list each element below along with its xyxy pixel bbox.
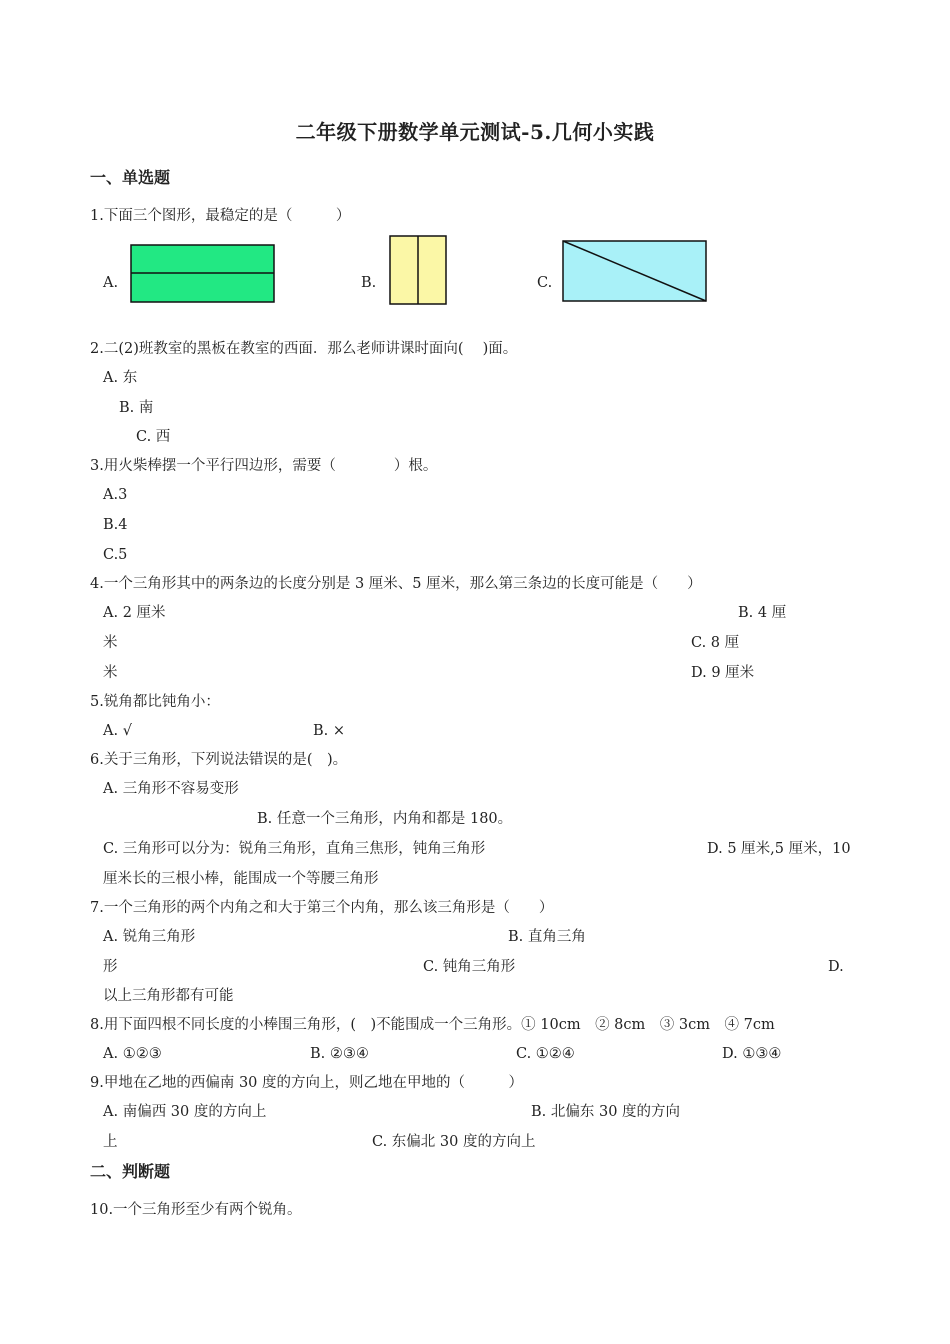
question-9-stem: 9.甲地在乙地的西偏南 30 度的方向上，则乙地在甲地的（ ） (90, 1075, 524, 1091)
question-7-option-b: B. 直角三角 (508, 929, 586, 945)
question-4-option-c-wrap: 米 (103, 665, 118, 681)
question-6-stem: 6.关于三角形，下列说法错误的是( )。 (90, 752, 348, 768)
question-9-option-b-wrap: 上 (103, 1134, 118, 1150)
rectangle-divided-horizontally-figure (130, 244, 276, 304)
question-3-stem: 3.用火柴棒摆一个平行四边形，需要（ ）根。 (90, 458, 438, 474)
question-8-stem: 8.用下面四根不同长度的小棒围三角形，( )不能围成一个三角形。① 10cm ② 8cm ③ 3cm ④ 7cm (90, 1017, 775, 1033)
question-7-option-b-wrap: 形 (103, 959, 118, 975)
question-7-option-c: C. 钝角三角形 (423, 959, 516, 975)
question-9-option-a: A. 南偏西 30 度的方向上 (103, 1104, 267, 1120)
rectangle-divided-vertically-figure (389, 235, 448, 306)
question-8-option-d: D. ①③④ (722, 1046, 782, 1062)
question-1-stem: 1.下面三个图形，最稳定的是（ ） (90, 208, 351, 224)
question-4-option-d: D. 9 厘米 (691, 665, 755, 681)
question-4-option-c: C. 8 厘 (691, 635, 740, 651)
question-4-option-b-wrap: 米 (103, 635, 118, 651)
question-4-option-b: B. 4 厘 (738, 605, 787, 621)
rectangle-with-diagonal-figure (562, 240, 708, 303)
question-5-stem: 5.锐角都比钝角小： (90, 694, 220, 710)
question-1-option-b-label: B. (361, 275, 377, 291)
question-6-option-b: B. 任意一个三角形，内角和都是 180。 (257, 811, 513, 827)
question-7-stem: 7.一个三角形的两个内角之和大于第三个内角，那么该三角形是（ ） (90, 900, 554, 916)
question-8-option-a: A. ①②③ (103, 1046, 162, 1062)
question-9-option-b: B. 北偏东 30 度的方向 (531, 1104, 681, 1120)
question-10-stem: 10.一个三角形至少有两个锐角。 (90, 1202, 302, 1218)
question-9-option-c: C. 东偏北 30 度的方向上 (372, 1134, 536, 1150)
question-7-option-d: D. (828, 959, 844, 975)
question-2-stem: 2.二(2)班教室的黑板在教室的西面．那么老师讲课时面向( )面。 (90, 341, 518, 357)
question-3-option-b: B.4 (103, 517, 128, 533)
question-6-option-a: A. 三角形不容易变形 (103, 781, 239, 797)
question-7-option-d-wrap: 以上三角形都有可能 (103, 988, 234, 1004)
section-heading-true-false: 二、判断题 (90, 1162, 171, 1181)
page-title: 二年级下册数学单元测试-5.几何小实践 (295, 120, 655, 144)
question-6-option-d: D. 5 厘米,5 厘米，10 (707, 841, 851, 857)
question-5-option-a: A. √ (103, 723, 132, 739)
question-2-option-b: B. 南 (119, 400, 154, 416)
section-heading-single-choice: 一、单选题 (90, 168, 171, 187)
question-1-option-c-label: C. (537, 275, 553, 291)
question-3-option-c: C.5 (103, 547, 128, 563)
question-4-stem: 4.一个三角形其中的两条边的长度分别是 3 厘米、5 厘米，那么第三条边的长度可能是（ ） (90, 576, 702, 592)
question-5-option-b: B. × (313, 723, 346, 739)
question-6-option-d-wrap: 厘米长的三根小棒，能围成一个等腰三角形 (103, 871, 379, 887)
question-7-option-a: A. 锐角三角形 (103, 929, 196, 945)
question-8-option-c: C. ①②④ (516, 1046, 575, 1062)
question-1-option-a-label: A. (103, 275, 119, 291)
question-4-option-a: A. 2 厘米 (103, 605, 166, 621)
question-6-option-c: C. 三角形可以分为：锐角三角形，直角三焦形，钝角三角形 (103, 841, 486, 857)
question-8-option-b: B. ②③④ (310, 1046, 369, 1062)
question-2-option-c: C. 西 (136, 429, 171, 445)
question-3-option-a: A.3 (103, 487, 128, 503)
question-2-option-a: A. 东 (103, 370, 138, 386)
